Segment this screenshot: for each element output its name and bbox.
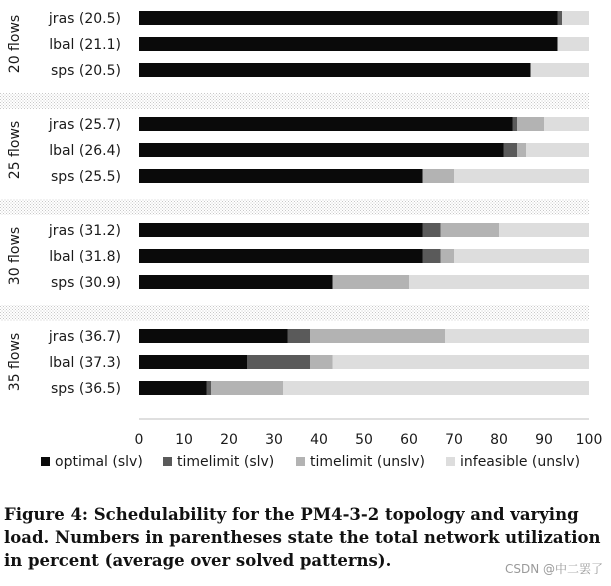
bar-segment-timelimit-slv (423, 223, 441, 237)
legend-swatch (296, 457, 305, 466)
x-tick-label: 50 (355, 432, 373, 448)
legend-swatch (163, 457, 172, 466)
row-label: lbal (31.8) (49, 249, 121, 265)
legend-swatch (446, 457, 455, 466)
row-label: lbal (37.3) (49, 355, 121, 371)
bar-segment-optimal-slv (139, 117, 513, 131)
bar-segment-optimal-slv (139, 381, 207, 395)
x-tick-label: 40 (310, 432, 328, 448)
legend-label: timelimit (unslv) (310, 454, 426, 470)
row-label: sps (25.5) (50, 169, 121, 185)
x-tick-label: 10 (175, 432, 193, 448)
row-label: lbal (21.1) (49, 37, 121, 53)
bar-segment-infeasible-unslv (531, 63, 590, 77)
bar-segment-timelimit-unslv (333, 275, 410, 289)
group-label: 35 flows (7, 332, 23, 392)
bar-segment-optimal-slv (139, 143, 504, 157)
bar-segment-optimal-slv (139, 63, 531, 77)
x-tick-label: 80 (490, 432, 508, 448)
bar-segment-timelimit-slv (288, 329, 311, 343)
x-tick-label: 90 (535, 432, 553, 448)
legend-label: optimal (slv) (55, 454, 143, 470)
group-separator (0, 93, 589, 109)
bar-segment-infeasible-unslv (558, 37, 590, 51)
row-label: jras (36.7) (48, 329, 121, 345)
bar-segment-infeasible-unslv (409, 275, 589, 289)
group-separator (0, 199, 589, 215)
bar-segment-infeasible-unslv (445, 329, 589, 343)
bar-segment-timelimit-unslv (441, 249, 455, 263)
bar-segment-timelimit-unslv (211, 381, 283, 395)
bar-segment-timelimit-slv (247, 355, 310, 369)
bar-segment-timelimit-slv (423, 249, 441, 263)
bar-segment-infeasible-unslv (562, 11, 589, 25)
bar-segment-timelimit-unslv (423, 169, 455, 183)
bar-segment-infeasible-unslv (333, 355, 590, 369)
legend-label: infeasible (unslv) (460, 454, 581, 470)
row-label: jras (31.2) (48, 223, 121, 239)
row-label: lbal (26.4) (49, 143, 121, 159)
bar-segment-timelimit-slv (504, 143, 518, 157)
x-tick-label: 100 (575, 432, 603, 448)
figure-caption: Figure 4: Schedulability for the PM4-3-2 topology and varying load. Numbers in parentheses state the total network utilization in percent (average over solved patterns). (4, 505, 601, 570)
row-label: sps (36.5) (50, 381, 121, 397)
bar-segment-infeasible-unslv (454, 249, 589, 263)
row-label: sps (20.5) (50, 63, 121, 79)
group-label: 25 flows (7, 120, 23, 180)
bar-segment-timelimit-slv (207, 381, 212, 395)
bar-segment-infeasible-unslv (499, 223, 589, 237)
bar-segment-infeasible-unslv (526, 143, 589, 157)
x-tick-label: 60 (400, 432, 418, 448)
x-tick-label: 20 (220, 432, 238, 448)
bar-segment-timelimit-slv (513, 117, 518, 131)
bar-segment-optimal-slv (139, 275, 333, 289)
bar-segment-optimal-slv (139, 249, 423, 263)
bar-segment-infeasible-unslv (454, 169, 589, 183)
x-tick-label: 70 (445, 432, 463, 448)
bar-segment-optimal-slv (139, 11, 558, 25)
bar-segment-optimal-slv (139, 169, 423, 183)
bar-segment-infeasible-unslv (283, 381, 589, 395)
legend-label: timelimit (slv) (177, 454, 275, 470)
bar-segment-infeasible-unslv (544, 117, 589, 131)
group-label: 30 flows (7, 226, 23, 286)
row-label: sps (30.9) (50, 275, 121, 291)
group-separator (0, 305, 589, 321)
legend-swatch (41, 457, 50, 466)
bar-segment-optimal-slv (139, 223, 423, 237)
x-tick-label: 30 (265, 432, 283, 448)
bar-segment-timelimit-slv (558, 11, 563, 25)
watermark: CSDN @中二罢了 (504, 562, 603, 576)
bar-segment-timelimit-unslv (310, 355, 333, 369)
bar-segment-timelimit-unslv (441, 223, 500, 237)
row-label: jras (20.5) (48, 11, 121, 27)
bar-segment-timelimit-unslv (517, 117, 544, 131)
x-tick-label: 0 (134, 432, 144, 448)
bar-segment-timelimit-unslv (517, 143, 526, 157)
bar-segment-optimal-slv (139, 329, 288, 343)
row-label: jras (25.7) (48, 117, 121, 133)
bar-segment-optimal-slv (139, 355, 247, 369)
bar-segment-timelimit-unslv (310, 329, 445, 343)
bar-segment-optimal-slv (139, 37, 558, 51)
group-label: 20 flows (7, 14, 23, 74)
